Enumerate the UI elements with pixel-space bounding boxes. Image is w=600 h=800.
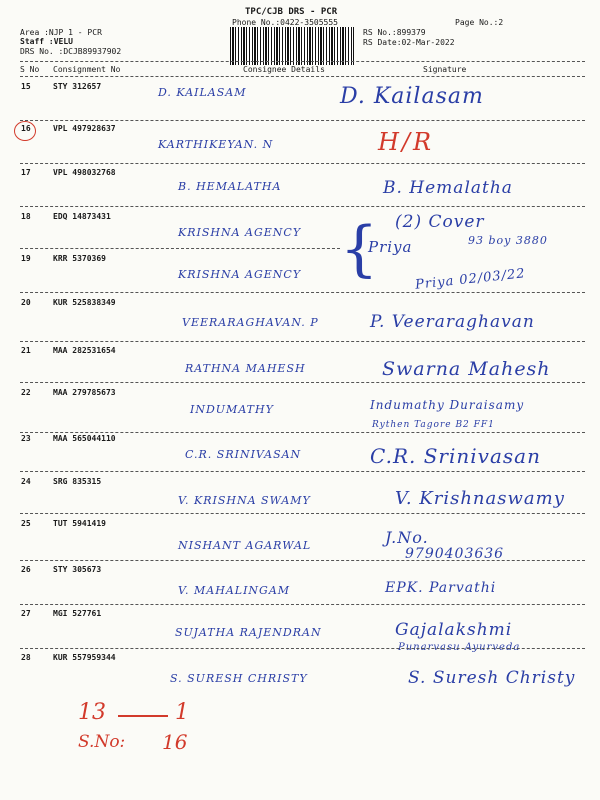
row-signature: P. Veeraraghavan: [370, 312, 535, 332]
row-consignment: MGI 527761: [53, 609, 102, 618]
row-consignee: KARTHIKEYAN. N: [158, 138, 274, 151]
area-label: Area :NJP 1 - PCR: [20, 28, 102, 37]
row-divider: [20, 471, 585, 472]
row-divider: [20, 648, 585, 649]
row-divider: [20, 432, 585, 433]
row-sno: 15: [21, 82, 31, 91]
note-dash: [118, 715, 168, 717]
drs-number: DRS No. :DCJB89937902: [20, 47, 122, 56]
barcode: [230, 27, 354, 65]
row-consignment: MAA 279785673: [53, 388, 116, 397]
row-divider: [20, 513, 585, 514]
row-sno: 27: [21, 609, 31, 618]
row-consignment: KUR 525838349: [53, 298, 116, 307]
row-consignee: KRISHNA AGENCY: [178, 226, 302, 239]
rs-date: RS Date:02-Mar-2022: [363, 38, 455, 47]
row-consignee: SUJATHA RAJENDRAN: [175, 626, 322, 639]
row-divider: [20, 604, 585, 605]
row-consignment: STY 305673: [53, 565, 102, 574]
row-divider: [20, 560, 585, 561]
row-signature: S. Suresh Christy: [408, 668, 576, 688]
row-consignee: INDUMATHY: [190, 403, 274, 416]
row-sno: 17: [21, 168, 31, 177]
staff-label: Staff :VELU: [20, 37, 73, 46]
row-signature: D. Kailasam: [340, 84, 484, 109]
col-sno: S No: [20, 65, 40, 74]
note-sno-value: 16: [162, 730, 188, 754]
row-signature: Indumathy Duraisamy: [370, 398, 525, 412]
row-signature: C.R. Srinivasan: [370, 444, 541, 468]
row-sno: 18: [21, 212, 31, 221]
page-number: Page No.:2: [455, 18, 504, 27]
row-divider: [20, 120, 585, 121]
phone-number: Phone No.:0422-3505555: [232, 18, 338, 27]
header-rule-top: [20, 61, 585, 62]
row-consignee: V. MAHALINGAM: [178, 584, 291, 597]
row-divider: [20, 163, 585, 164]
row-consignment: MAA 565044110: [53, 434, 116, 443]
row-consignment: VPL 498032768: [53, 168, 116, 177]
row-signature: J.No.: [385, 528, 429, 547]
note-phone: 9790403636: [405, 546, 505, 562]
row-consignment: MAA 282531654: [53, 346, 116, 355]
row-sno: 25: [21, 519, 31, 528]
row-consignment: KUR 557959344: [53, 653, 116, 662]
row-signature: Swarna Mahesh: [382, 358, 551, 380]
row-consignment: TUT 5941419: [53, 519, 106, 528]
row-signature: EPK. Parvathi: [385, 580, 497, 596]
row-sno: 26: [21, 565, 31, 574]
row-consignment: STY 312657: [53, 82, 102, 91]
row-consignee: KRISHNA AGENCY: [178, 268, 302, 281]
row-consignment: KRR 5370369: [53, 254, 106, 263]
row-consignee: RATHNA MAHESH: [185, 362, 306, 375]
row-signature: H/R: [378, 128, 435, 156]
note-count-right: 1: [175, 700, 189, 725]
row-divider: [20, 206, 585, 207]
row-signature: V. Krishnaswamy: [395, 488, 565, 509]
row-consignee: C.R. SRINIVASAN: [185, 448, 302, 461]
rs-number: RS No.:899379: [363, 28, 426, 37]
row-sno: 23: [21, 434, 31, 443]
row-consignee: B. HEMALATHA: [178, 180, 282, 193]
row-consignment: SRG 835315: [53, 477, 102, 486]
header-rule-bottom: [20, 76, 585, 77]
row-consignee: S. SURESH CHRISTY: [170, 672, 308, 685]
col-consignment: Consignment No: [53, 65, 121, 74]
note-93boy: 93 boy 3880: [468, 234, 548, 247]
row-consignee: VEERARAGHAVAN. P: [182, 316, 319, 329]
note-rythen-tagore: Rythen Tagore B2 FF1: [372, 420, 495, 430]
row-sno: 20: [21, 298, 31, 307]
note-sno-label: S.No:: [78, 732, 126, 752]
row-divider: [20, 292, 585, 293]
row-sno: 21: [21, 346, 31, 355]
row-signature: Priya 02/03/22: [414, 266, 527, 293]
col-signature: Signature: [423, 65, 467, 74]
row-consignee: V. KRISHNA SWAMY: [178, 494, 311, 507]
note-count-left: 13: [78, 700, 106, 725]
row-divider: [20, 341, 585, 342]
row-consignment: EDQ 14873431: [53, 212, 111, 221]
row-sno: 19: [21, 254, 31, 263]
note-punarvasu: Punarvasu Ayurveda: [398, 642, 521, 653]
row-signature: (2) Cover: [395, 212, 485, 232]
row-sno: 24: [21, 477, 31, 486]
brace-mark: {: [340, 214, 380, 284]
row-consignment: VPL 497928637: [53, 124, 116, 133]
note-priya: Priya: [368, 238, 413, 256]
row-divider: [20, 382, 585, 383]
row-sno: 22: [21, 388, 31, 397]
row-consignee: NISHANT AGARWAL: [178, 539, 312, 552]
row-signature: B. Hemalatha: [383, 178, 513, 198]
row-sno: 16: [21, 124, 31, 133]
row-consignee: D. KAILASAM: [158, 86, 247, 99]
row-sno: 28: [21, 653, 31, 662]
row-divider: [20, 248, 340, 249]
col-consignee: Consignee Details: [243, 65, 325, 74]
document-title: TPC/CJB DRS - PCR: [245, 7, 338, 17]
row-signature: Gajalakshmi: [395, 620, 513, 640]
